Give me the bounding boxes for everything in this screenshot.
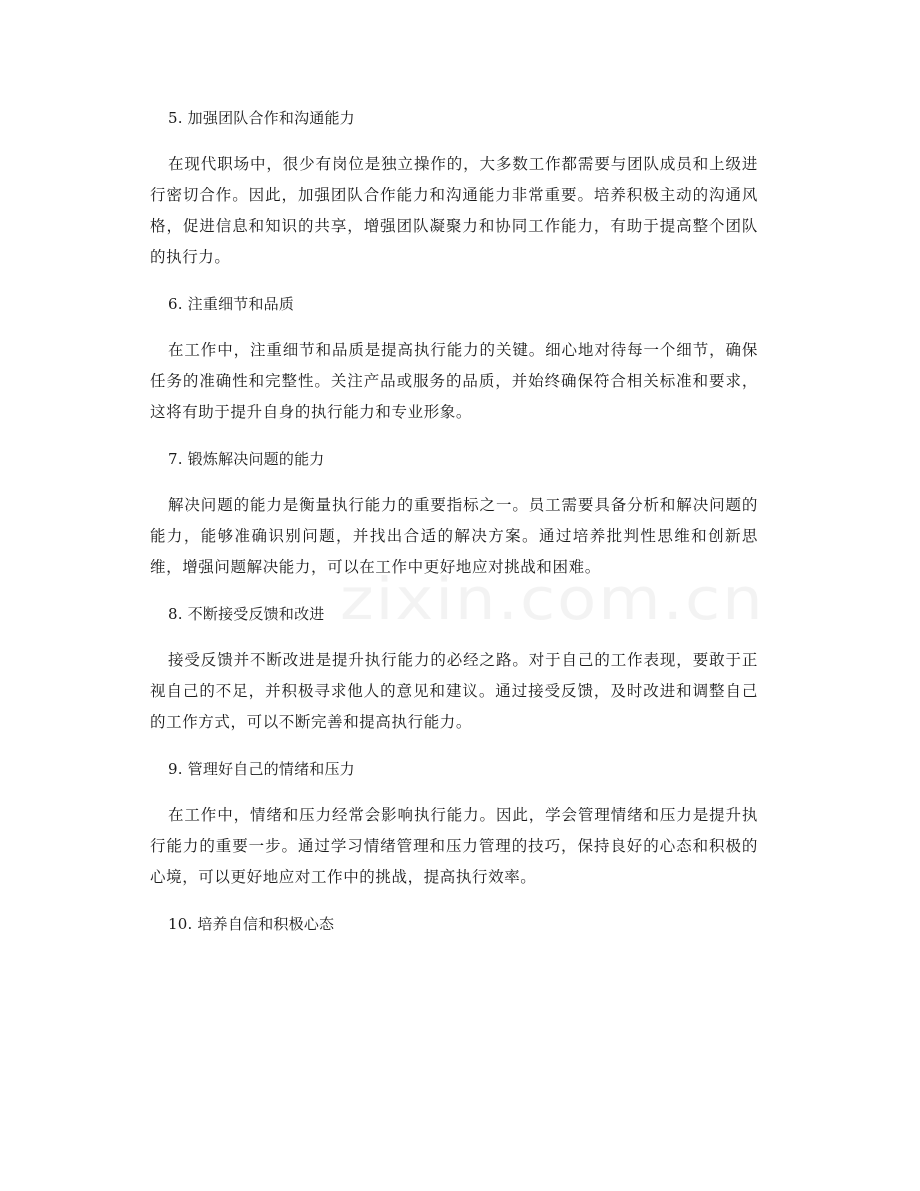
section-paragraph: 接受反馈并不断改进是提升执行能力的必经之路。对于自己的工作表现，要敢于正视自己的不足，并积极寻求他人的意见和建议。通过接受反馈，及时改进和调整自己的工作方式，可以不断完善和提高执行能力。 — [150, 651, 758, 731]
paragraph-wrap — [150, 800, 758, 893]
section-heading: 5. 加强团队合作和沟通能力 — [168, 109, 355, 127]
section-9 — [150, 755, 758, 893]
section-8 — [150, 600, 758, 738]
section-7 — [150, 445, 758, 583]
document-content — [150, 104, 758, 955]
section-heading: 8. 不断接受反馈和改进 — [168, 605, 325, 623]
section-paragraph: 在工作中，情绪和压力经常会影响执行能力。因此，学会管理情绪和压力是提升执行能力的重要一步。通过学习情绪管理和压力管理的技巧，保持良好的心态和积极的心境，可以更好地应对工作中的挑战，提高执行效率。 — [150, 806, 758, 886]
paragraph-wrap — [150, 149, 758, 273]
section-heading: 10. 培养自信和积极心态 — [168, 915, 335, 933]
section-heading: 7. 锻炼解决问题的能力 — [168, 450, 325, 468]
watermark: zixin.com.cn — [340, 566, 765, 634]
paragraph-wrap — [150, 490, 758, 583]
section-paragraph: 解决问题的能力是衡量执行能力的重要指标之一。员工需要具备分析和解决问题的能力，能够准确识别问题，并找出合适的解决方案。通过培养批判性思维和创新思维，增强问题解决能力，可以在工作中更好地应对挑战和困难。 — [150, 496, 758, 576]
section-heading: 9. 管理好自己的情绪和压力 — [168, 760, 355, 778]
section-10 — [168, 910, 758, 938]
section-5 — [150, 104, 758, 273]
section-heading: 6. 注重细节和品质 — [168, 295, 295, 313]
paragraph-wrap — [150, 335, 758, 428]
section-6 — [150, 290, 758, 428]
section-paragraph: 在工作中，注重细节和品质是提高执行能力的关键。细心地对待每一个细节，确保任务的准确性和完整性。关注产品或服务的品质，并始终确保符合相关标准和要求，这将有助于提升自身的执行能力和专业形象。 — [150, 341, 758, 421]
paragraph-wrap — [150, 645, 758, 738]
section-paragraph: 在现代职场中，很少有岗位是独立操作的，大多数工作都需要与团队成员和上级进行密切合作。因此，加强团队合作能力和沟通能力非常重要。培养积极主动的沟通风格，促进信息和知识的共享，增强团队凝聚力和协同工作能力，有助于提高整个团队的执行力。 — [150, 155, 758, 266]
